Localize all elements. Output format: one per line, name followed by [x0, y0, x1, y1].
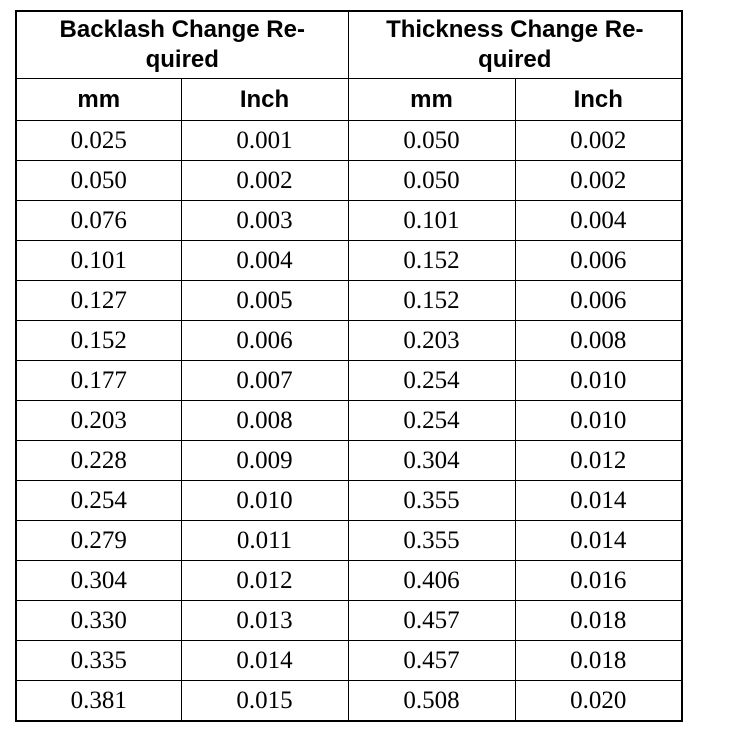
backlash-inch-cell: 0.007 — [181, 361, 348, 401]
backlash-mm-cell: 0.025 — [16, 121, 181, 161]
table-row — [16, 401, 682, 441]
backlash-mm-cell: 0.152 — [16, 321, 181, 361]
backlash-inch-cell: 0.003 — [181, 201, 348, 241]
table-row — [16, 121, 682, 161]
thickness-inch-cell: 0.014 — [515, 481, 682, 521]
backlash-mm-cell: 0.381 — [16, 681, 181, 722]
backlash-inch-header: Inch — [181, 79, 348, 121]
thickness-header-line-2: quired — [478, 46, 552, 73]
backlash-inch-cell: 0.012 — [181, 561, 348, 601]
backlash-thickness-table — [15, 10, 683, 722]
backlash-mm-cell: 0.127 — [16, 281, 181, 321]
thickness-mm-cell: 0.457 — [348, 641, 515, 681]
table-body — [16, 121, 682, 722]
thickness-mm-cell: 0.152 — [348, 241, 515, 281]
backlash-inch-cell: 0.004 — [181, 241, 348, 281]
thickness-inch-cell: 0.018 — [515, 641, 682, 681]
thickness-mm-cell: 0.203 — [348, 321, 515, 361]
backlash-inch-cell: 0.011 — [181, 521, 348, 561]
thickness-mm-cell: 0.304 — [348, 441, 515, 481]
thickness-inch-cell: 0.012 — [515, 441, 682, 481]
thickness-inch-cell: 0.016 — [515, 561, 682, 601]
backlash-inch-cell: 0.014 — [181, 641, 348, 681]
table-row — [16, 321, 682, 361]
unit-header-row — [16, 79, 682, 121]
backlash-inch-cell: 0.001 — [181, 121, 348, 161]
thickness-mm-cell: 0.355 — [348, 521, 515, 561]
backlash-mm-cell: 0.050 — [16, 161, 181, 201]
thickness-mm-cell: 0.457 — [348, 601, 515, 641]
thickness-inch-cell: 0.018 — [515, 601, 682, 641]
backlash-mm-cell: 0.228 — [16, 441, 181, 481]
thickness-mm-cell: 0.508 — [348, 681, 515, 722]
thickness-mm-cell: 0.406 — [348, 561, 515, 601]
backlash-mm-cell: 0.076 — [16, 201, 181, 241]
thickness-inch-cell: 0.002 — [515, 121, 682, 161]
table-row — [16, 481, 682, 521]
table-row — [16, 161, 682, 201]
group-header-row — [16, 11, 682, 79]
table-row — [16, 601, 682, 641]
backlash-mm-cell: 0.304 — [16, 561, 181, 601]
thickness-inch-cell: 0.006 — [515, 241, 682, 281]
backlash-inch-cell: 0.005 — [181, 281, 348, 321]
backlash-mm-cell: 0.177 — [16, 361, 181, 401]
backlash-inch-cell: 0.015 — [181, 681, 348, 722]
thickness-inch-cell: 0.010 — [515, 401, 682, 441]
backlash-inch-cell: 0.002 — [181, 161, 348, 201]
backlash-mm-header: mm — [16, 79, 181, 121]
thickness-inch-cell: 0.014 — [515, 521, 682, 561]
thickness-mm-cell: 0.050 — [348, 121, 515, 161]
backlash-change-header — [16, 11, 348, 79]
table-row — [16, 681, 682, 722]
thickness-inch-cell: 0.004 — [515, 201, 682, 241]
thickness-inch-cell: 0.008 — [515, 321, 682, 361]
backlash-mm-cell: 0.101 — [16, 241, 181, 281]
table-row — [16, 241, 682, 281]
backlash-mm-cell: 0.279 — [16, 521, 181, 561]
table-row — [16, 561, 682, 601]
thickness-mm-cell: 0.355 — [348, 481, 515, 521]
table-row — [16, 521, 682, 561]
thickness-mm-cell: 0.254 — [348, 361, 515, 401]
backlash-mm-cell: 0.254 — [16, 481, 181, 521]
backlash-inch-cell: 0.009 — [181, 441, 348, 481]
thickness-inch-cell: 0.006 — [515, 281, 682, 321]
backlash-mm-cell: 0.335 — [16, 641, 181, 681]
backlash-header-line-1: Backlash Change Re- — [59, 16, 305, 43]
table-row — [16, 361, 682, 401]
thickness-inch-cell: 0.010 — [515, 361, 682, 401]
table-row — [16, 441, 682, 481]
table-row — [16, 201, 682, 241]
thickness-mm-header: mm — [348, 79, 515, 121]
thickness-mm-cell: 0.050 — [348, 161, 515, 201]
thickness-inch-cell: 0.020 — [515, 681, 682, 722]
thickness-mm-cell: 0.152 — [348, 281, 515, 321]
backlash-inch-cell: 0.013 — [181, 601, 348, 641]
thickness-inch-cell: 0.002 — [515, 161, 682, 201]
table-row — [16, 281, 682, 321]
thickness-change-header — [348, 11, 682, 79]
backlash-inch-cell: 0.006 — [181, 321, 348, 361]
backlash-header-line-2: quired — [145, 46, 219, 73]
thickness-inch-header: Inch — [515, 79, 682, 121]
thickness-header-line-1: Thickness Change Re- — [386, 16, 644, 43]
thickness-mm-cell: 0.254 — [348, 401, 515, 441]
backlash-inch-cell: 0.010 — [181, 481, 348, 521]
table-row — [16, 641, 682, 681]
backlash-inch-cell: 0.008 — [181, 401, 348, 441]
thickness-mm-cell: 0.101 — [348, 201, 515, 241]
backlash-mm-cell: 0.330 — [16, 601, 181, 641]
backlash-mm-cell: 0.203 — [16, 401, 181, 441]
